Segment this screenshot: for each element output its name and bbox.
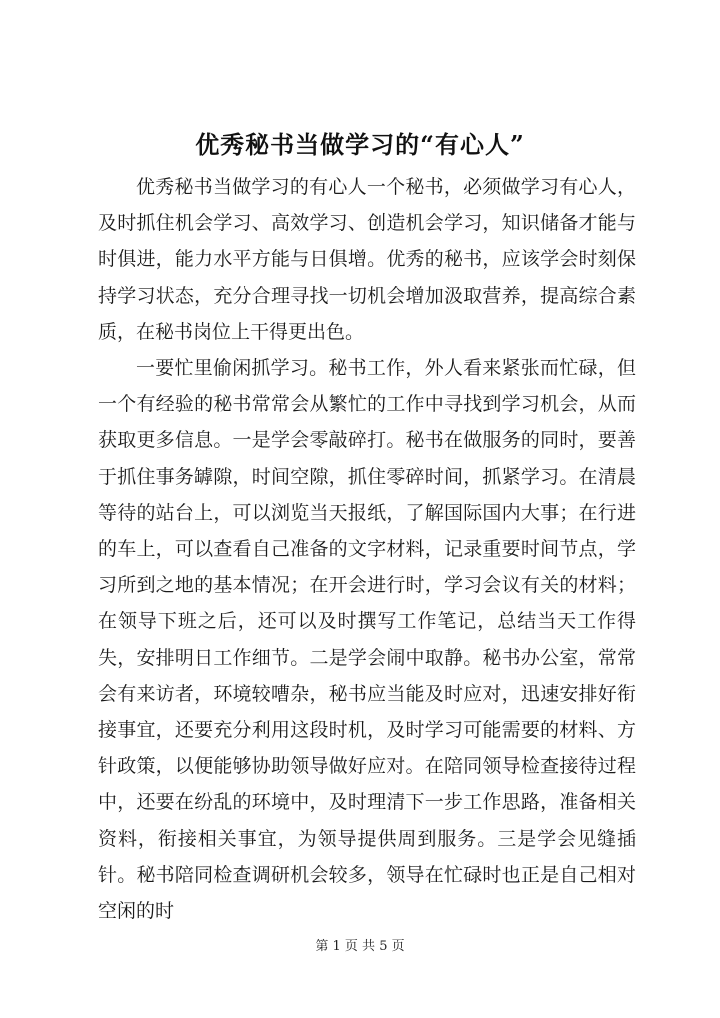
page-footer: 第 1 页 共 5 页 [315, 939, 405, 954]
document-body [98, 169, 636, 929]
paragraph-intro: 优秀秘书当做学习的有心人一个秘书，必须做学习有心人，及时抓住机会学习、高效学习、创造机会学习，知识储备才能与时俱进，能力水平方能与日俱增。优秀的秘书，应该学会时刻保持学习状态，充分合理寻找一切机会增加汲取营养，提高综合素质，在秘书岗位上干得更出色。 [98, 176, 636, 343]
paragraph-section-one: 一要忙里偷闲抓学习。秘书工作，外人看来紧张而忙碌，但一个有经验的秘书常常会从繁忙的工作中寻找到学习机会，从而获取更多信息。一是学会零敲碎打。秘书在做服务的同时，要善于抓住事务罅隙，时间空隙，抓住零碎时间，抓紧学习。在清晨等待的站台上，可以浏览当天报纸，了解国际国内大事；在行进的车上，可以查看自己准备的文字材料，记录重要时间节点，学习所到之地的基本情况；在开会进行时，学习会议有关的材料；在领导下班之后，还可以及时撰写工作笔记，总结当天工作得失，安排明日工作细节。二是学会闹中取静。秘书办公室，常常会有来访者，环境较嘈杂，秘书应当能及时应对，迅速安排好衔接事宜，还要充分利用这段时机，及时学习可能需要的材料、方针政策，以便能够协助领导做好应对。在陪同领导检查接待过程中，还要在纷乱的环境中，及时理清下一步工作思路，准备相关资料，衔接相关事宜，为领导提供周到服务。三是学会见缝插针。秘书陪同检查调研机会较多，领导在忙碌时也正是自己相对空闲的时 [98, 357, 636, 923]
document-title: 优秀秘书当做学习的“有心人” [195, 130, 525, 159]
